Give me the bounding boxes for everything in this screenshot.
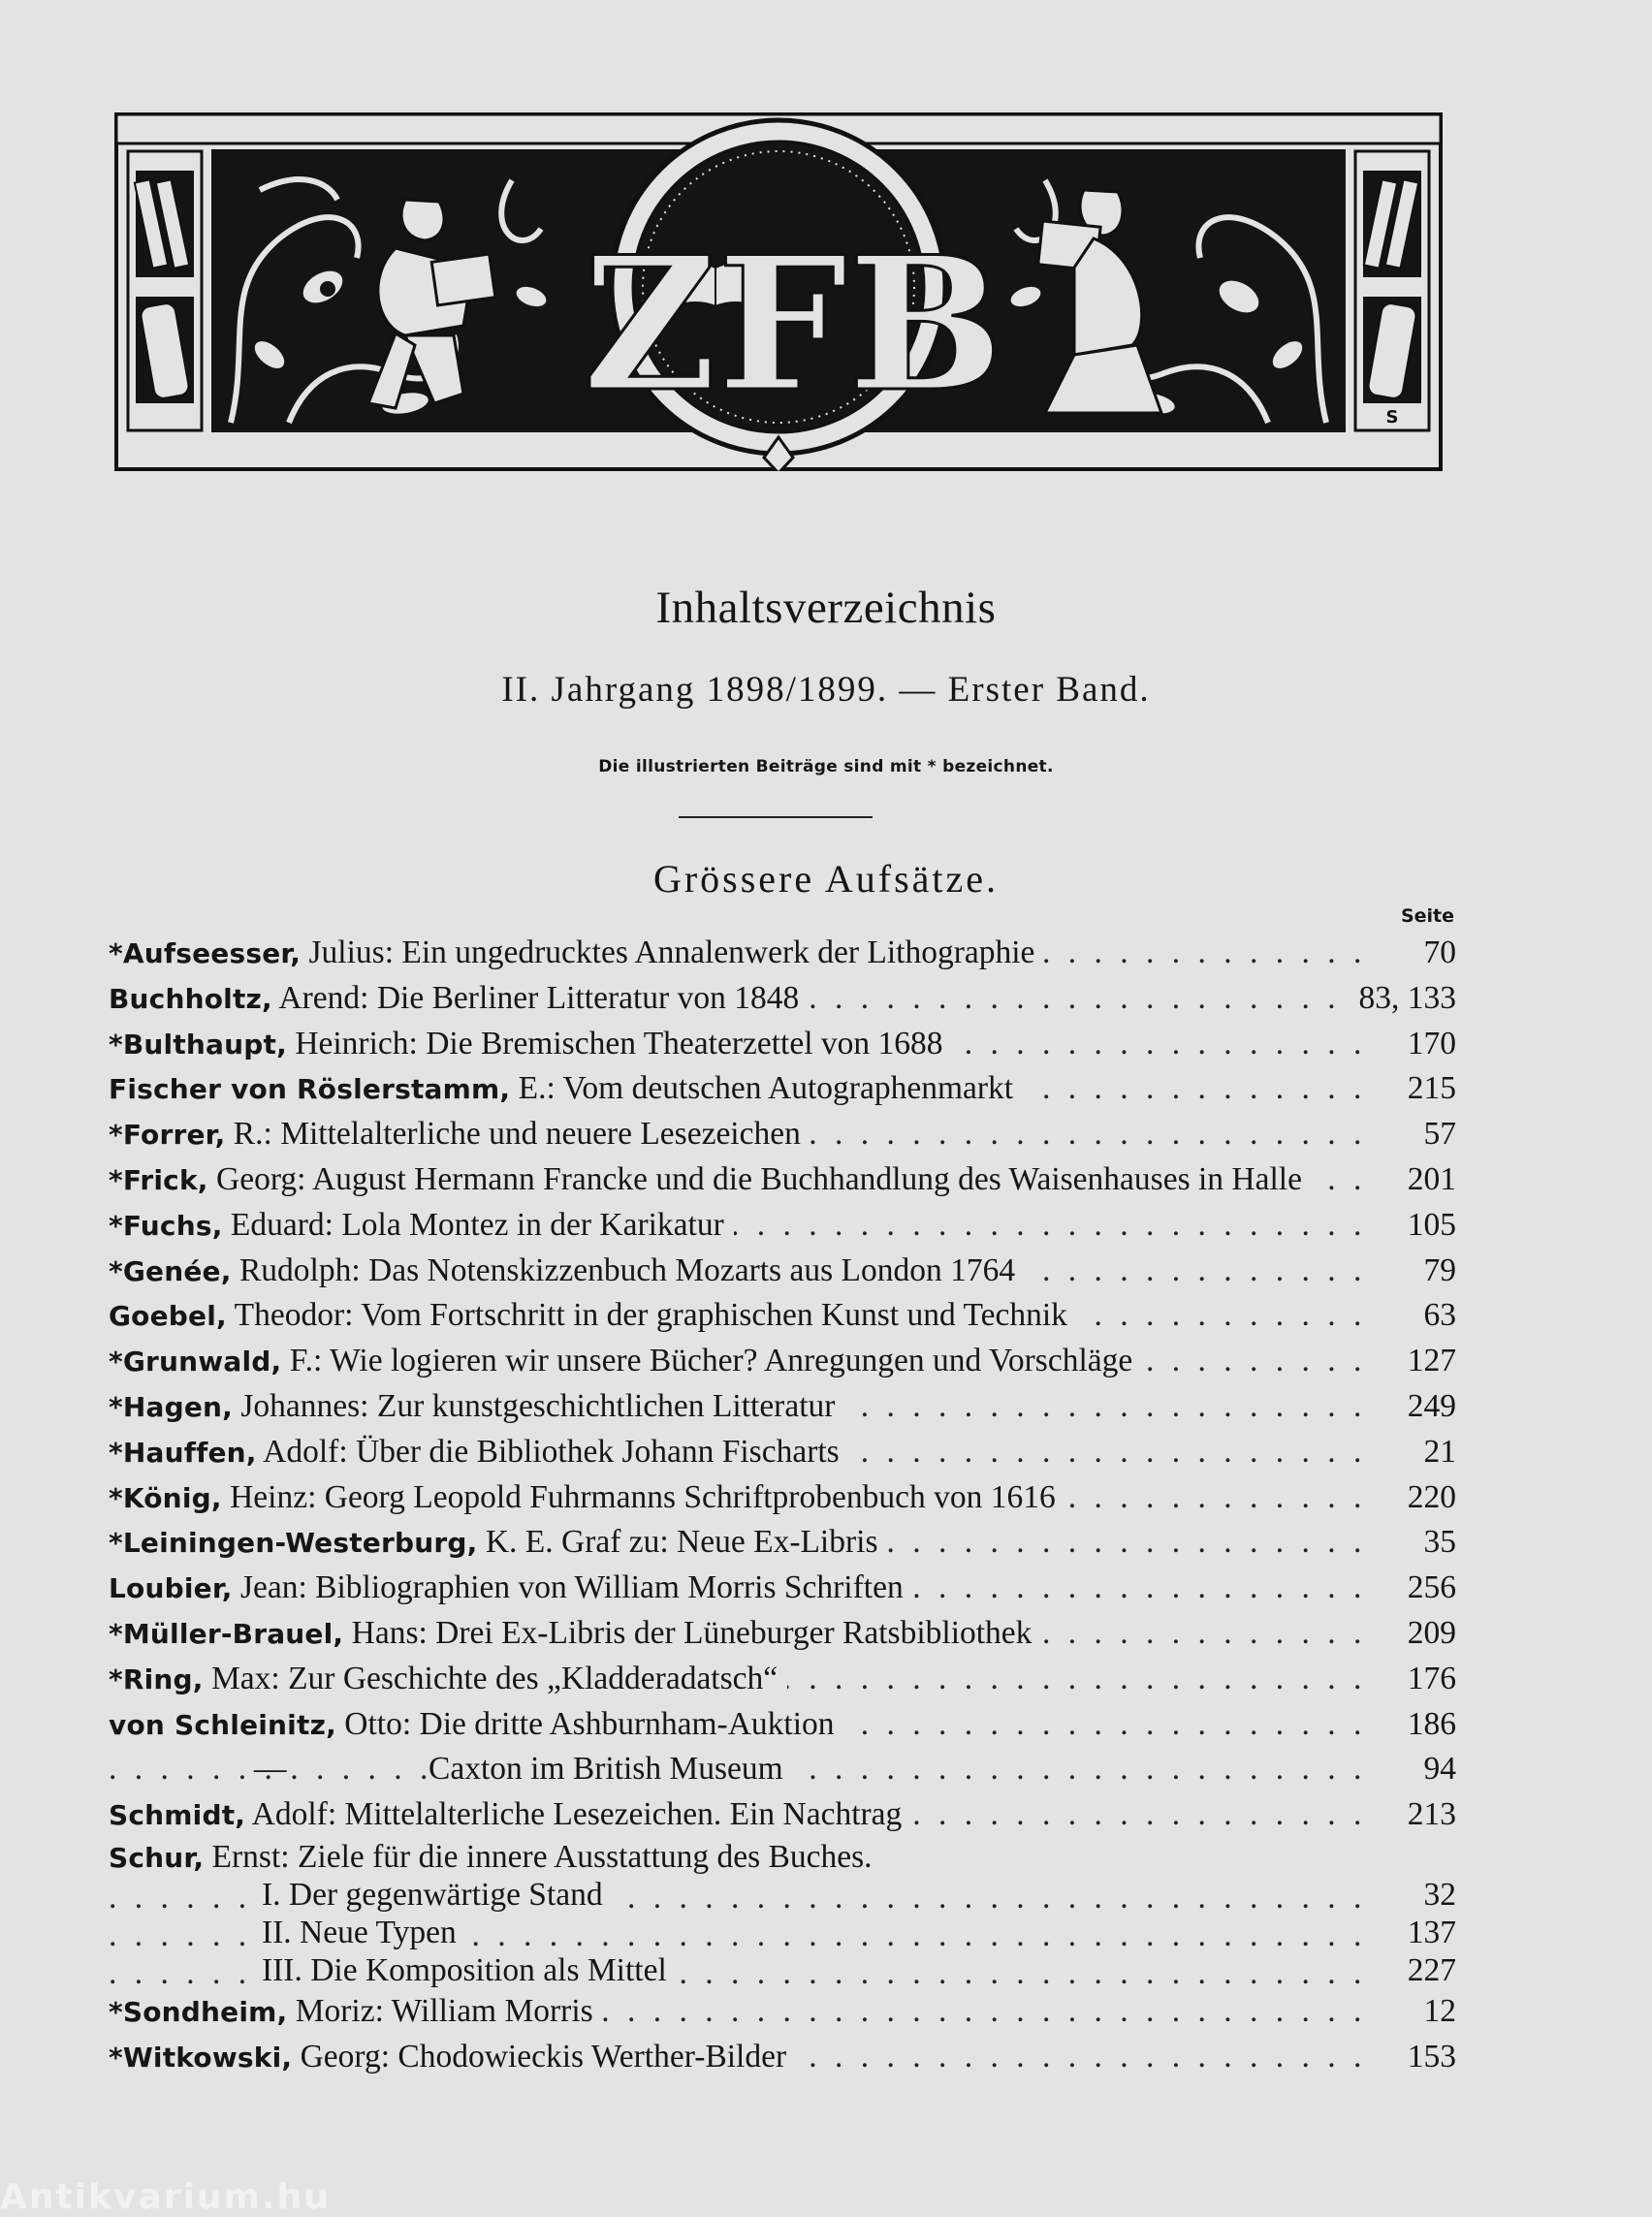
part-title: II. Neue Typen [262, 1914, 466, 1951]
entry-page: 176 [1400, 1657, 1456, 1701]
part-title: III. Die Komposition als Mittel [262, 1951, 677, 1989]
entry-title: R.: Mittelalterliche und neuere Lesezeichen [225, 1116, 801, 1153]
entry-text [109, 1792, 911, 1838]
entry-text [109, 1989, 603, 2035]
toc-entry [109, 1112, 1456, 1157]
monogram: ZFB [582, 216, 1004, 432]
entry-text [109, 1702, 844, 1748]
entry-text [109, 1520, 888, 1566]
entry-author: *Sondheim, [109, 1995, 288, 2028]
toc-entry [109, 976, 1456, 1022]
entry-author: Loubier, [109, 1572, 233, 1605]
entry-page: 94 [1416, 1747, 1457, 1791]
entry-page: 249 [1400, 1384, 1456, 1429]
toc-part-entry [109, 1876, 1456, 1914]
entry-page: 63 [1416, 1293, 1457, 1338]
section-heading: Grössere Aufsätze. [652, 857, 1000, 901]
entry-page: 105 [1400, 1203, 1456, 1248]
entry-page: 209 [1400, 1611, 1456, 1656]
entry-page: 256 [1400, 1566, 1456, 1610]
entry-title: Johannes: Zur kunstgeschichtlichen Litteratur [232, 1387, 836, 1424]
toc-entries-3 [109, 1989, 1456, 2080]
toc-entry [109, 1293, 1456, 1339]
entry-author: *Bulthaupt, [109, 1028, 287, 1061]
entry-author: Schmidt, [109, 1799, 246, 1832]
entry-text [109, 931, 1044, 976]
header-vignette [114, 112, 1443, 471]
toc-entries-2 [109, 1792, 1456, 1838]
entry-page: 12 [1416, 1989, 1457, 2034]
entry-title: Adolf: Mittelalterliche Lesezeichen. Ein Nachtrag [245, 1796, 903, 1833]
entry-title: Heinrich: Die Bremischen Theaterzettel von 1688 [286, 1025, 943, 1061]
entry-author: Goebel, [109, 1300, 227, 1333]
entry-title: Jean: Bibliographien von William Morris Schriften [232, 1569, 904, 1606]
toc-entry [109, 1702, 1456, 1748]
entry-author: *Grunwald, [109, 1346, 282, 1378]
toc-entry [109, 1430, 1456, 1475]
entry-text [109, 1430, 849, 1475]
entry-text [109, 1657, 787, 1702]
entry-title: Hans: Drei Ex-Libris der Lüneburger Ratsbibliothek [343, 1614, 1032, 1651]
entry-title: Rudolph: Das Notenskizzenbuch Mozarts aus London 1764 [231, 1251, 1016, 1288]
entry-title: Theodor: Vom Fortschritt in der graphischen Kunst und Technik [226, 1297, 1067, 1334]
entry-page: 220 [1400, 1475, 1456, 1520]
table-of-contents [109, 931, 1456, 2080]
entry-title: Caxton im British Museum [429, 1747, 793, 1791]
entry-title: F.: Wie logieren wir unsere Bücher? Anregungen und Vorschläge [281, 1343, 1133, 1379]
entry-author: *Forrer, [109, 1119, 226, 1152]
toc-entry [109, 1384, 1456, 1430]
toc-entry [109, 2035, 1456, 2080]
entry-author: Fischer von Röslerstamm, [109, 1073, 511, 1106]
entry-author: Schur, [109, 1841, 205, 1874]
entry-title: Heinz: Georg Leopold Fuhrmanns Schriftprobenbuch von 1616 [221, 1478, 1056, 1515]
divider-rule [679, 816, 873, 818]
entry-page: 21 [1416, 1430, 1457, 1474]
right-book-panel [1355, 151, 1429, 430]
entry-author: *Aufseesser, [109, 937, 302, 969]
entry-text [109, 1384, 844, 1430]
entry-text [109, 1157, 1312, 1203]
entry-title: Julius: Ein ungedrucktes Annalenwerk der Lithographie [301, 934, 1035, 970]
toc-entry [109, 1792, 1456, 1838]
entry-text [109, 1566, 913, 1611]
toc-entry [109, 1657, 1456, 1702]
entry-text [109, 1022, 953, 1067]
entry-title: Georg: August Hermann Francke und die Buchhandlung des Waisenhauses in Halle [207, 1160, 1302, 1197]
entry-page: 83, 133 [1351, 976, 1457, 1021]
entry-text [109, 1066, 1023, 1112]
entry-title: Georg: Chodowieckis Werther-Bilder [292, 2038, 787, 2074]
illustration-note: Die illustrierten Beiträge sind mit * bezeichnet. [598, 757, 1054, 776]
part-page: 137 [1400, 1914, 1456, 1951]
entry-author: *Genée, [109, 1254, 232, 1287]
toc-entry-schur [109, 1838, 1456, 1876]
entry-title: E.: Vom deutschen Autographenmarkt [510, 1070, 1014, 1107]
part-page: 32 [1416, 1876, 1457, 1914]
toc-entry [109, 1566, 1456, 1611]
entry-author: *Hauffen, [109, 1436, 257, 1469]
toc-entry [109, 1249, 1456, 1294]
entry-title: K. E. Graf zu: Neue Ex-Libris [477, 1524, 878, 1561]
entry-title: Arend: Die Berliner Litteratur von 1848 [271, 979, 800, 1016]
entry-page: 201 [1400, 1157, 1456, 1202]
watermark-text: Antikvarium.hu [0, 2177, 331, 2217]
entry-title: Eduard: Lola Montez in der Karikatur [222, 1206, 724, 1243]
entry-author: *Fuchs, [109, 1209, 223, 1242]
entry-title: Adolf: Über die Bibliothek Johann Fischarts [256, 1433, 840, 1470]
entry-text [109, 1203, 734, 1249]
entry-page: 213 [1400, 1792, 1456, 1837]
toc-entry [109, 1475, 1456, 1521]
entry-text [109, 2035, 796, 2080]
entry-page: 35 [1416, 1520, 1457, 1565]
entry-author: von Schleinitz, [109, 1708, 336, 1741]
page-title: Inhaltsverzeichnis [655, 583, 997, 633]
entry-text [109, 1838, 882, 1877]
entry-text [109, 1475, 1065, 1521]
entry-title: Moriz: William Morris [287, 1992, 593, 2029]
volume-subtitle: II. Jahrgang 1898/1899. — Erster Band. [501, 670, 1151, 710]
entry-page: 57 [1416, 1112, 1457, 1156]
entry-page: 215 [1400, 1066, 1456, 1111]
entry-author: *König, [109, 1481, 222, 1514]
entry-text [109, 1339, 1142, 1384]
entry-title: Otto: Die dritte Ashburnham-Auktion [335, 1705, 835, 1742]
entry-page: 79 [1416, 1249, 1457, 1293]
entry-author: *Witkowski, [109, 2041, 293, 2074]
toc-sub-entry [109, 1747, 1456, 1792]
entry-page: 186 [1400, 1702, 1456, 1747]
toc-entry [109, 1022, 1456, 1067]
entry-page: 70 [1416, 931, 1457, 975]
entry-author: *Frick, [109, 1163, 208, 1196]
toc-part-entry [109, 1914, 1456, 1951]
toc-entries [109, 931, 1456, 1747]
ditto-dash: — [254, 1751, 287, 1788]
vignette-illustration [114, 112, 1443, 471]
entry-text [109, 976, 809, 1022]
left-book-panel [128, 151, 202, 430]
entry-text [109, 1112, 810, 1157]
part-title: I. Der gegenwärtige Stand [262, 1876, 613, 1914]
entry-text [109, 1249, 1025, 1294]
toc-entry [109, 1611, 1456, 1657]
entry-title: Ernst: Ziele für die innere Ausstattung des Buches. [204, 1838, 873, 1875]
entry-author: *Müller-Brauel, [109, 1617, 344, 1650]
entry-title: Max: Zur Geschichte des „Kladderadatsch“ [203, 1660, 778, 1696]
artist-signature: S [1385, 407, 1399, 428]
entry-author: *Hagen, [109, 1390, 233, 1423]
toc-entry [109, 931, 1456, 976]
entry-author: *Leiningen-Westerburg, [109, 1527, 478, 1560]
entry-text [109, 1611, 1041, 1657]
entry-page: 153 [1400, 2035, 1456, 2079]
toc-entry [109, 1066, 1456, 1112]
entry-author: *Ring, [109, 1663, 204, 1695]
entry-page: 127 [1400, 1339, 1456, 1383]
page-column-label: Seite [1400, 905, 1454, 927]
toc-entry [109, 1989, 1456, 2035]
entry-author: Buchholtz, [109, 982, 272, 1015]
entry-text [109, 1293, 1077, 1339]
toc-part-entry [109, 1951, 1456, 1989]
toc-entry [109, 1520, 1456, 1566]
entry-page: 170 [1400, 1022, 1456, 1066]
toc-entry [109, 1203, 1456, 1249]
part-page: 227 [1400, 1951, 1456, 1989]
toc-entry [109, 1157, 1456, 1203]
toc-entry [109, 1339, 1456, 1384]
